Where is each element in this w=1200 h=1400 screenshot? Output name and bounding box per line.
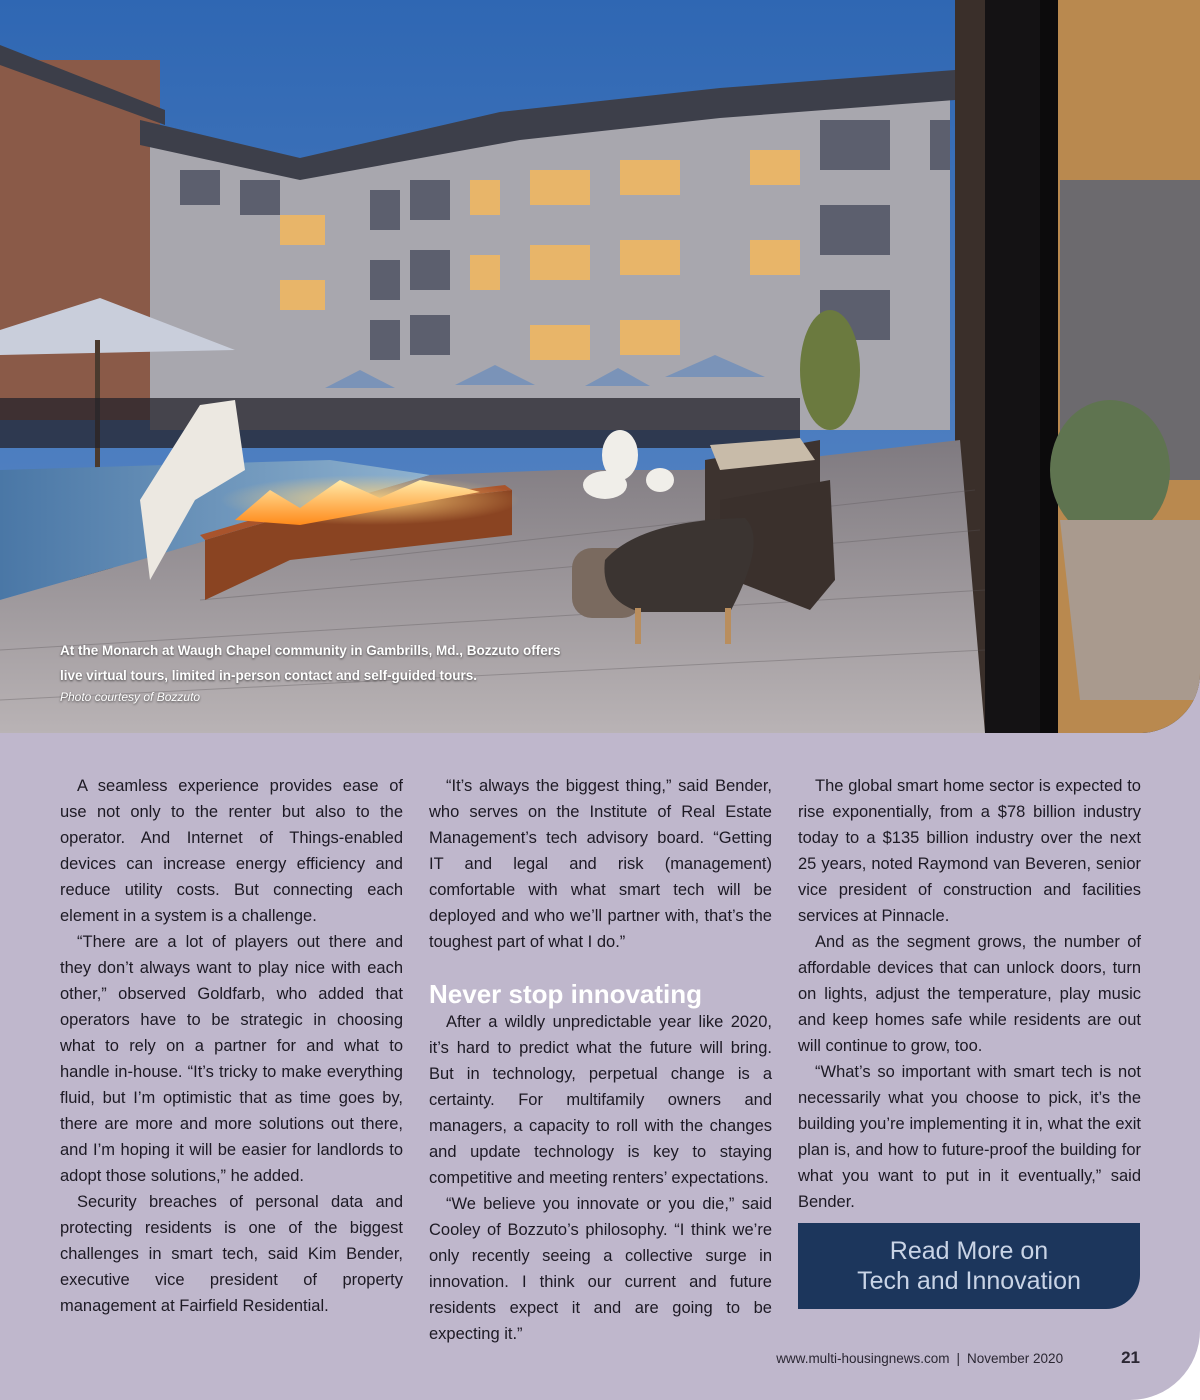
caption-text: At the Monarch at Waugh Chapel community in Gambrills, Md., Bozzuto offers live virtual tours, limited in-person contact and self-guided tours.	[60, 643, 561, 683]
read-more-line-2: Tech and Innovation	[857, 1267, 1081, 1295]
read-more-button[interactable]	[798, 1223, 1140, 1309]
page-footer	[776, 1348, 1140, 1368]
section-subhead: Never stop innovating	[429, 979, 703, 1009]
paragraph: Security breaches of personal data and protecting residents is one of the biggest challenges in smart tech, said Kim Bender, executive vice president of property management at Fairfield Residential.	[60, 1193, 403, 1315]
page-number: 21	[1121, 1348, 1140, 1367]
article-column-2	[429, 773, 772, 1347]
footer-separator: |	[956, 1351, 961, 1366]
paragraph: “It’s always the biggest thing,” said Bender, who serves on the Institute of Real Estate Management’s tech advisory board. “Getting IT and legal and risk (management) comfortable with what smart tech will be deployed and who we’ll partner with, that’s the toughest part of what I do.”	[429, 777, 772, 951]
paragraph: The global smart home sector is expected to rise exponentially, from a $78 billion industry today to a $135 billion industry over the next 25 years, noted Raymond van Beveren, senior vice president of construction and facilities services at Pinnacle.	[798, 777, 1141, 925]
article-column-1	[60, 773, 403, 1319]
paragraph: “What’s so important with smart tech is not necessarily what you choose to pick, it’s the building you’re implementing it in, what the exit plan is, and how to future-proof the building for what you want to put in it eventually,” said Bender.	[798, 1063, 1141, 1211]
footer-date: November 2020	[967, 1351, 1064, 1366]
paragraph: “We believe you innovate or you die,” said Cooley of Bozzuto’s philosophy. “I think we’re only recently seeing a collective surge in innovation. I think our current and future residents expect it and are going to be expecting it.”	[429, 1195, 772, 1343]
read-more-line-1: Read More on	[889, 1237, 1049, 1265]
footer-url-link[interactable]: www.multi-housingnews.com	[776, 1351, 950, 1366]
paragraph: And as the segment grows, the number of affordable devices that can unlock doors, turn on lights, adjust the temperature, play music and keep homes safe while residents are out will continue to grow, too.	[798, 933, 1141, 1055]
paragraph: A seamless experience provides ease of use not only to the renter but also to the operator. And Internet of Things-enabled devices can increase energy efficiency and reduce utility costs. But connecting each element in a system is a challenge.	[60, 777, 403, 925]
photo-caption	[60, 638, 580, 704]
paragraph: “There are a lot of players out there and they don’t always want to play nice with each other,” observed Goldfarb, who added that operators have to be strategic in choosing what to rely on a partner for and what to handle in-house. “It’s tricky to make everything fluid, but I’m optimistic that as time goes by, there are more and more solutions out there, and I’m hoping it will be easier for landlords to adopt those solutions,” he added.	[60, 933, 403, 1185]
article-column-3	[798, 773, 1141, 1215]
photo-credit: Photo courtesy of Bozzuto	[60, 690, 201, 704]
paragraph: After a wildly unpredictable year like 2020, it’s hard to predict what the future will bring. But in technology, perpetual change is a certainty. For multifamily owners and managers, a capacity to roll with the changes and update technology is key to staying competitive and meeting renters’ expectations.	[429, 1013, 772, 1187]
